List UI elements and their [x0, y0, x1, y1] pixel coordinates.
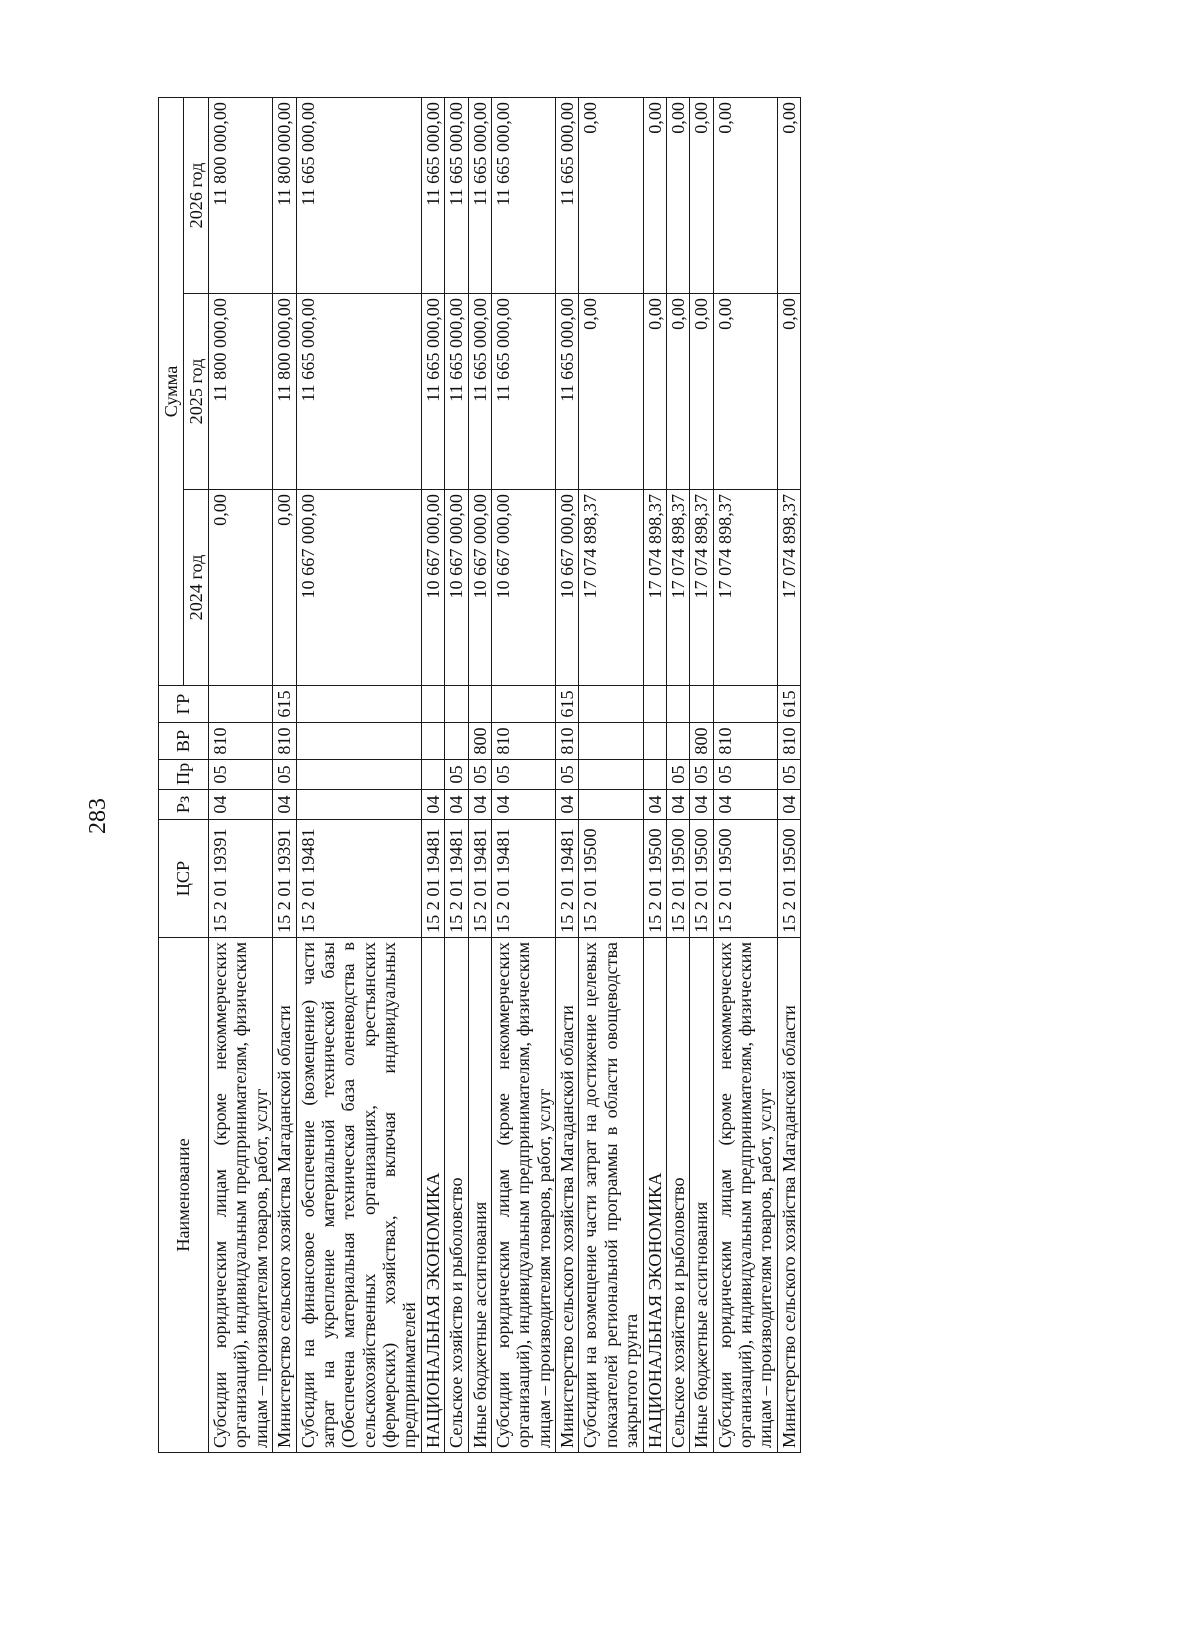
cell-2025: 11 800 000,00: [209, 294, 273, 490]
table-row: [445, 97, 468, 1452]
cell-name: Субсидии на возмещение части затрат на достижение целевых показателей региональной программы в области овощеводства закрытого грунта: [579, 938, 643, 1453]
cell-2024: 0,00: [209, 490, 273, 686]
cell-pr: 05: [491, 760, 555, 790]
cell-vr: 800: [468, 723, 491, 760]
cell-2024: 10 667 000,00: [421, 490, 444, 686]
cell-rz: 04: [556, 790, 579, 820]
cell-vr: [296, 723, 421, 760]
header-name: Наименование: [159, 938, 209, 1453]
cell-vr: 810: [273, 723, 296, 760]
table-row: [421, 97, 444, 1452]
cell-rz: 04: [491, 790, 555, 820]
header-rz: Рз: [159, 790, 209, 820]
cell-2024: 10 667 000,00: [296, 490, 421, 686]
cell-pr: [421, 760, 444, 790]
cell-rz: [579, 790, 643, 820]
cell-vr: 810: [491, 723, 555, 760]
cell-2026: 11 665 000,00: [445, 97, 468, 293]
table-row: [713, 97, 777, 1452]
cell-pr: 05: [556, 760, 579, 790]
cell-gr: [296, 686, 421, 723]
cell-2025: 11 800 000,00: [273, 294, 296, 490]
header-sum: Сумма: [159, 97, 184, 685]
cell-csr: 15 2 01 19481: [556, 820, 579, 938]
cell-csr: 15 2 01 19500: [666, 820, 689, 938]
cell-vr: 810: [777, 723, 800, 760]
cell-csr: 15 2 01 19481: [421, 820, 444, 938]
cell-csr: 15 2 01 19391: [209, 820, 273, 938]
cell-2024: 17 074 898,37: [777, 490, 800, 686]
cell-pr: 05: [468, 760, 491, 790]
cell-name: НАЦИОНАЛЬНАЯ ЭКОНОМИКА: [421, 938, 444, 1453]
cell-2026: 11 665 000,00: [556, 97, 579, 293]
cell-rz: 04: [273, 790, 296, 820]
cell-2025: 0,00: [643, 294, 666, 490]
rotated-table-frame: [158, 98, 1051, 1453]
cell-2024: 17 074 898,37: [690, 490, 713, 686]
cell-name: Министерство сельского хозяйства Магаданской области: [777, 938, 800, 1453]
cell-rz: 04: [209, 790, 273, 820]
cell-pr: [296, 760, 421, 790]
cell-2024: 10 667 000,00: [491, 490, 555, 686]
cell-vr: [579, 723, 643, 760]
cell-2026: 0,00: [666, 97, 689, 293]
cell-csr: 15 2 01 19500: [690, 820, 713, 938]
table-row: [296, 97, 421, 1452]
cell-2026: 0,00: [690, 97, 713, 293]
cell-2024: 17 074 898,37: [713, 490, 777, 686]
cell-name: Субсидии юридическим лицам (кроме некоммерческих организаций), индивидуальным предпринимателям, физическим лицам – производителям товаров, работ, услуг: [209, 938, 273, 1453]
cell-pr: [643, 760, 666, 790]
cell-pr: 05: [445, 760, 468, 790]
table-row: [209, 97, 273, 1452]
cell-gr: [421, 686, 444, 723]
cell-csr: 15 2 01 19500: [777, 820, 800, 938]
cell-vr: [643, 723, 666, 760]
cell-2024: 17 074 898,37: [643, 490, 666, 686]
cell-rz: 04: [421, 790, 444, 820]
header-year-2025: 2025 год: [184, 294, 209, 490]
cell-rz: 04: [690, 790, 713, 820]
cell-csr: 15 2 01 19481: [296, 820, 421, 938]
table-row: [643, 97, 666, 1452]
table-row: [468, 97, 491, 1452]
cell-2025: 0,00: [713, 294, 777, 490]
cell-2026: 0,00: [777, 97, 800, 293]
cell-csr: 15 2 01 19391: [273, 820, 296, 938]
cell-gr: 615: [273, 686, 296, 723]
cell-pr: 05: [777, 760, 800, 790]
cell-2026: 0,00: [713, 97, 777, 293]
table-row: [491, 97, 555, 1452]
cell-gr: 615: [556, 686, 579, 723]
cell-gr: [690, 686, 713, 723]
cell-name: Субсидии юридическим лицам (кроме некоммерческих организаций), индивидуальным предпринимателям, физическим лицам – производителям товаров, работ, услуг: [713, 938, 777, 1453]
header-gr: ГР: [159, 686, 209, 723]
cell-name: Сельское хозяйство и рыболовство: [666, 938, 689, 1453]
table-row: [666, 97, 689, 1452]
cell-gr: [468, 686, 491, 723]
cell-2025: 11 665 000,00: [445, 294, 468, 490]
table-row: [690, 97, 713, 1452]
cell-2025: 0,00: [666, 294, 689, 490]
cell-2026: 0,00: [579, 97, 643, 293]
cell-vr: [421, 723, 444, 760]
cell-gr: [445, 686, 468, 723]
cell-2026: 11 665 000,00: [491, 97, 555, 293]
cell-gr: [491, 686, 555, 723]
cell-rz: 04: [445, 790, 468, 820]
cell-rz: 04: [468, 790, 491, 820]
page-number: 283: [85, 798, 111, 834]
cell-vr: [666, 723, 689, 760]
cell-csr: 15 2 01 19500: [579, 820, 643, 938]
header-csr: ЦСР: [159, 820, 209, 938]
cell-2026: 11 800 000,00: [209, 97, 273, 293]
cell-2025: 11 665 000,00: [421, 294, 444, 490]
cell-2024: 10 667 000,00: [468, 490, 491, 686]
table-row: [273, 97, 296, 1452]
cell-2024: 10 667 000,00: [556, 490, 579, 686]
cell-pr: 05: [209, 760, 273, 790]
cell-vr: 810: [209, 723, 273, 760]
cell-vr: 810: [556, 723, 579, 760]
cell-name: Субсидии на финансовое обеспечение (возмещение) части затрат на укрепление материальной технической базы (Обеспечена материальная техническая база оленеводства в сельскохозяйственных организациях, крестьянских (фермерских) хозяйствах, включая индивидуальных предпринимателей: [296, 938, 421, 1453]
cell-name: Иные бюджетные ассигнования: [690, 938, 713, 1453]
cell-pr: [579, 760, 643, 790]
cell-name: Субсидии юридическим лицам (кроме некоммерческих организаций), индивидуальным предпринимателям, физическим лицам – производителям товаров, работ, услуг: [491, 938, 555, 1453]
cell-2026: 11 800 000,00: [273, 97, 296, 293]
cell-2025: 0,00: [579, 294, 643, 490]
cell-name: Министерство сельского хозяйства Магаданской области: [273, 938, 296, 1453]
cell-gr: [666, 686, 689, 723]
cell-gr: [643, 686, 666, 723]
cell-2024: 0,00: [273, 490, 296, 686]
cell-gr: 615: [777, 686, 800, 723]
table-row: [556, 97, 579, 1452]
cell-pr: 05: [273, 760, 296, 790]
cell-gr: [713, 686, 777, 723]
cell-2024: 17 074 898,37: [579, 490, 643, 686]
cell-2026: 11 665 000,00: [296, 97, 421, 293]
cell-2024: 17 074 898,37: [666, 490, 689, 686]
cell-vr: 800: [690, 723, 713, 760]
cell-vr: [445, 723, 468, 760]
header-year-2026: 2026 год: [184, 97, 209, 293]
cell-rz: 04: [713, 790, 777, 820]
cell-2025: 0,00: [777, 294, 800, 490]
cell-pr: 05: [690, 760, 713, 790]
cell-2025: 0,00: [690, 294, 713, 490]
cell-2026: 0,00: [643, 97, 666, 293]
cell-2025: 11 665 000,00: [296, 294, 421, 490]
header-year-2024: 2024 год: [184, 490, 209, 686]
budget-table: [158, 97, 801, 1453]
cell-gr: [209, 686, 273, 723]
cell-name: Иные бюджетные ассигнования: [468, 938, 491, 1453]
table-row: [777, 97, 800, 1452]
cell-name: Министерство сельского хозяйства Магаданской области: [556, 938, 579, 1453]
cell-2024: 10 667 000,00: [445, 490, 468, 686]
cell-2025: 11 665 000,00: [556, 294, 579, 490]
cell-2026: 11 665 000,00: [421, 97, 444, 293]
cell-vr: 810: [713, 723, 777, 760]
header-vr: ВР: [159, 723, 209, 760]
cell-csr: 15 2 01 19500: [643, 820, 666, 938]
cell-pr: 05: [713, 760, 777, 790]
cell-name: Сельское хозяйство и рыболовство: [445, 938, 468, 1453]
cell-csr: 15 2 01 19481: [445, 820, 468, 938]
header-pr: Пр: [159, 760, 209, 790]
cell-name: НАЦИОНАЛЬНАЯ ЭКОНОМИКА: [643, 938, 666, 1453]
cell-csr: 15 2 01 19481: [468, 820, 491, 938]
cell-2025: 11 665 000,00: [468, 294, 491, 490]
cell-2026: 11 665 000,00: [468, 97, 491, 293]
table-row: [579, 97, 643, 1452]
cell-rz: 04: [666, 790, 689, 820]
cell-pr: 05: [666, 760, 689, 790]
cell-csr: 15 2 01 19481: [491, 820, 555, 938]
cell-csr: 15 2 01 19500: [713, 820, 777, 938]
cell-2025: 11 665 000,00: [491, 294, 555, 490]
cell-gr: [579, 686, 643, 723]
cell-rz: 04: [777, 790, 800, 820]
cell-rz: [296, 790, 421, 820]
cell-rz: 04: [643, 790, 666, 820]
